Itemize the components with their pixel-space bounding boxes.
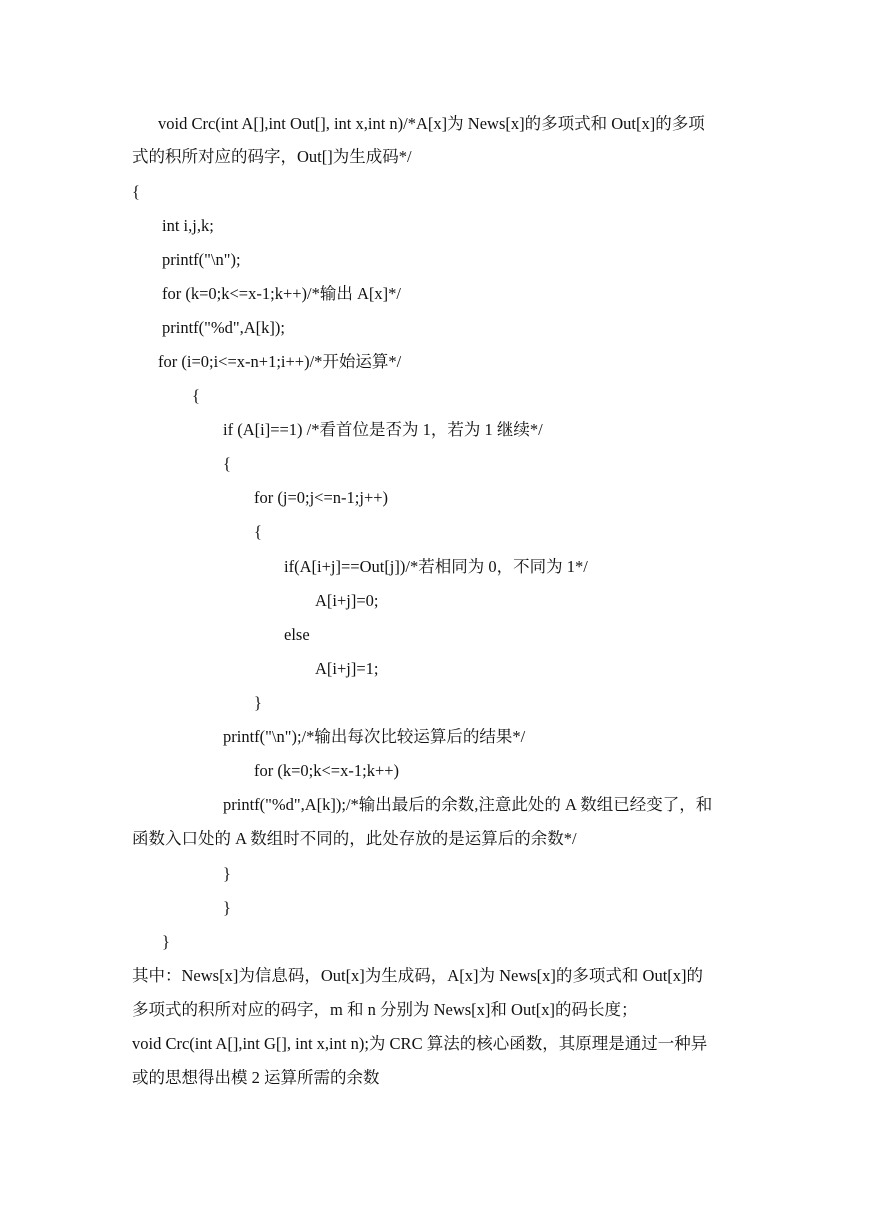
code-line-printf-value: printf("%d",A[k]);	[162, 318, 285, 337]
code-line-for-print: for (k=0;k<=x-1;k++)	[254, 761, 400, 780]
code-line-else: else	[284, 625, 310, 644]
code-line-printf-step-result: printf("\n");/*输出每次比较运算后的结果*/	[223, 727, 526, 746]
code-line-for-compute: for (i=0;i<=x-n+1;i++)/*开始运算*/	[158, 352, 402, 371]
code-line-printf-newline: printf("\n");	[162, 250, 241, 269]
code-line-open-brace: {	[132, 182, 140, 201]
code-line-close-brace: }	[254, 693, 262, 712]
explanation-line: 或的思想得出模 2 运算所需的余数	[132, 1068, 380, 1087]
code-line-open-brace: {	[254, 522, 262, 541]
code-line-if-compare: if(A[i+j]==Out[j])/*若相同为 0，不同为 1*/	[284, 557, 588, 576]
code-line-for-inner: for (j=0;j<=n-1;j++)	[254, 488, 389, 507]
code-line-open-brace: {	[223, 454, 231, 473]
code-line-close-brace: }	[223, 864, 231, 883]
code-line-close-brace: }	[223, 898, 231, 917]
code-line-close-brace: }	[162, 932, 170, 951]
code-line-if-first-bit: if (A[i]==1) /*看首位是否为 1，若为 1 继续*/	[223, 420, 543, 439]
code-line-function-signature: void Crc(int A[],int Out[], int x,int n)/*A[x]为 News[x]的多项式和 Out[x]的多项	[158, 114, 705, 133]
code-line-declarations: int i,j,k;	[162, 216, 214, 235]
explanation-line: 多项式的积所对应的码字，m 和 n 分别为 News[x]和 Out[x]的码长度；	[132, 1000, 638, 1019]
explanation-line: void Crc(int A[],int G[], int x,int n);为 CRC 算法的核心函数，其原理是通过一种异	[132, 1034, 708, 1053]
code-line-function-signature-continued: 式的积所对应的码字，Out[]为生成码*/	[132, 147, 412, 166]
code-line-assign-zero: A[i+j]=0;	[315, 591, 379, 610]
code-line-assign-one: A[i+j]=1;	[315, 659, 379, 678]
code-line-for-output: for (k=0;k<=x-1;k++)/*输出 A[x]*/	[162, 284, 401, 303]
explanation-line: 其中：News[x]为信息码，Out[x]为生成码，A[x]为 News[x]的多项式和 Out[x]的	[132, 966, 704, 985]
code-line-open-brace: {	[192, 386, 200, 405]
code-line-printf-remainder-continued: 函数入口处的 A 数组时不同的，此处存放的是运算后的余数*/	[132, 829, 577, 848]
code-line-printf-remainder: printf("%d",A[k]);/*输出最后的余数,注意此处的 A 数组已经变了，和	[223, 795, 713, 814]
